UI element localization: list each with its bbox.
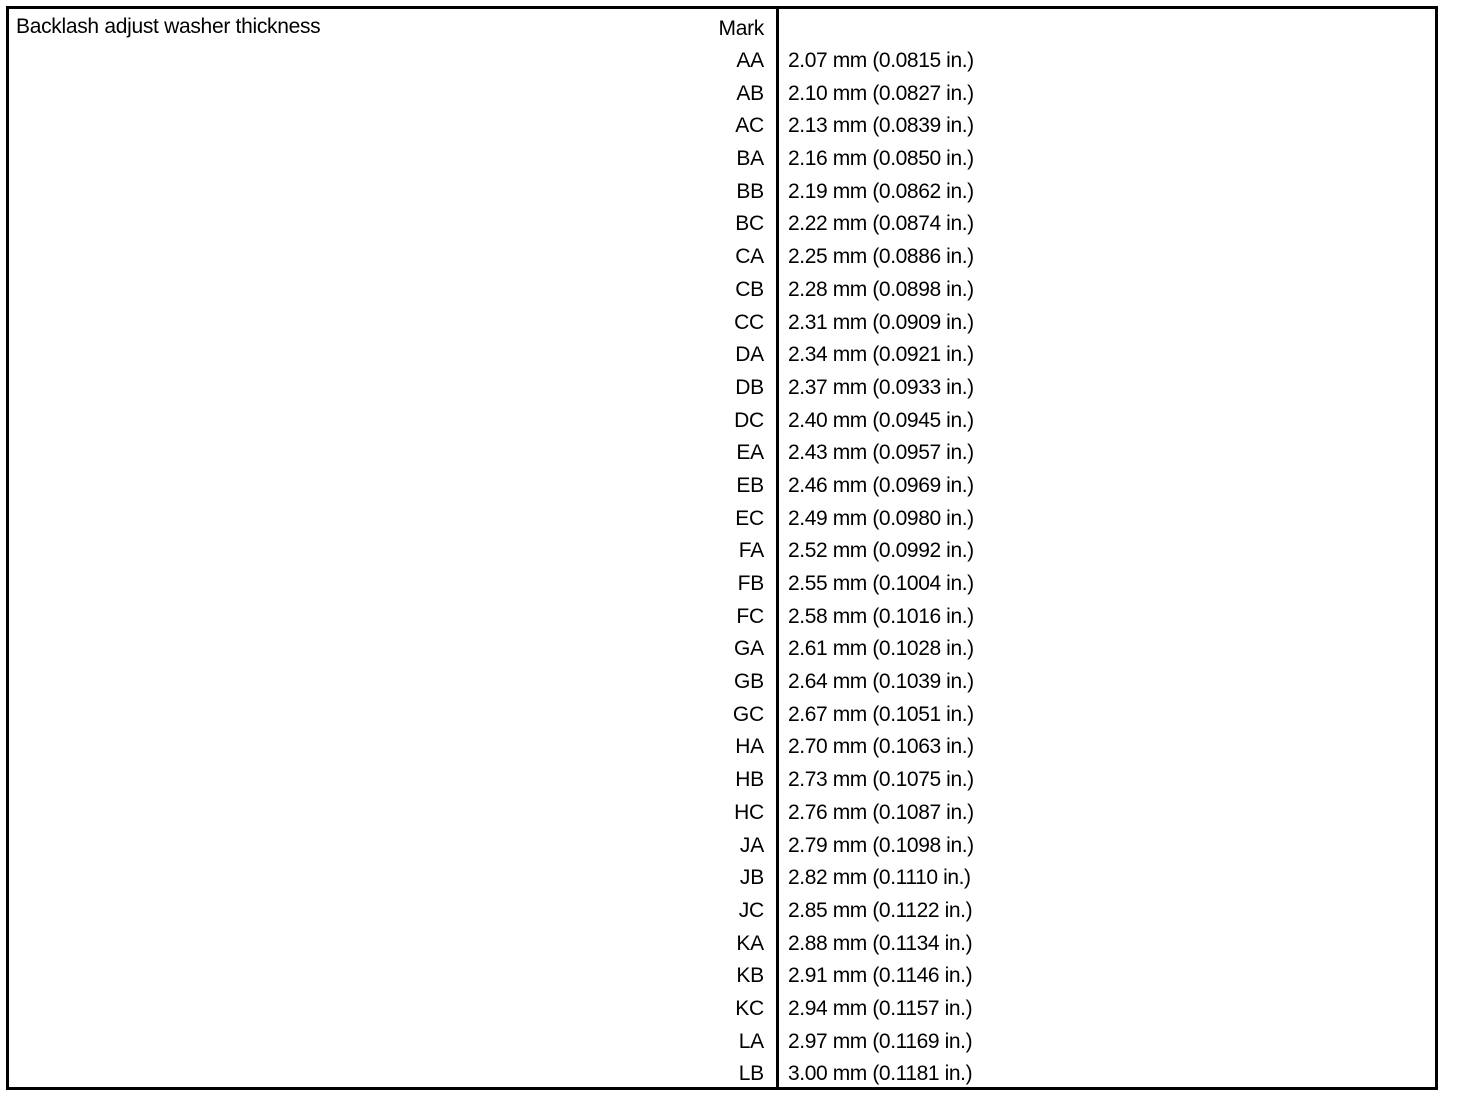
table-row — [0, 796, 1472, 829]
mark-cell: BA — [736, 147, 764, 171]
table-row — [0, 502, 1472, 535]
mark-cell: FB — [737, 572, 764, 595]
mark-cell: JB — [739, 866, 764, 890]
mark-cell: AA — [736, 49, 764, 72]
thickness-cell: 3.00 mm (0.1181 in.) — [788, 1062, 973, 1086]
mark-cell: HC — [734, 800, 764, 824]
thickness-cell: 2.13 mm (0.0839 in.) — [788, 114, 974, 138]
table-row — [0, 109, 1472, 142]
mark-cell: CA — [735, 245, 764, 269]
table-row — [0, 273, 1472, 306]
table-row — [0, 338, 1472, 371]
mark-cell: KB — [736, 964, 764, 988]
thickness-cell: 2.79 mm (0.1098 in.) — [788, 833, 974, 857]
table-row — [0, 600, 1472, 633]
thickness-cell: 2.52 mm (0.0992 in.) — [788, 539, 974, 563]
thickness-cell: 2.34 mm (0.0921 in.) — [788, 343, 974, 367]
mark-cell: BC — [735, 212, 764, 236]
table-row — [0, 763, 1472, 796]
thickness-cell: 2.22 mm (0.0874 in.) — [788, 212, 974, 236]
table-row — [0, 894, 1472, 927]
mark-cell: DC — [734, 408, 764, 432]
thickness-cell: 2.55 mm (0.1004 in.) — [788, 572, 974, 595]
thickness-cell: 2.70 mm (0.1063 in.) — [788, 735, 974, 759]
thickness-cell: 2.49 mm (0.0980 in.) — [788, 506, 974, 530]
table-row — [0, 632, 1472, 665]
table-row — [0, 567, 1472, 600]
mark-column-header: Mark — [718, 17, 764, 40]
mark-cell: FA — [738, 539, 764, 563]
mark-cell: EB — [736, 473, 764, 497]
thickness-cell: 2.88 mm (0.1134 in.) — [788, 931, 973, 955]
thickness-cell: 2.37 mm (0.0933 in.) — [788, 375, 974, 399]
table-row — [0, 142, 1472, 175]
thickness-cell: 2.10 mm (0.0827 in.) — [788, 81, 974, 105]
mark-cell: AB — [736, 81, 764, 105]
mark-cell: DB — [735, 375, 764, 399]
table-row — [0, 829, 1472, 862]
mark-cell: CC — [734, 310, 764, 334]
table-body — [0, 44, 1472, 1090]
mark-cell: GC — [732, 702, 764, 726]
mark-cell: BB — [736, 179, 764, 203]
table-row — [0, 1025, 1472, 1058]
thickness-cell: 2.07 mm (0.0815 in.) — [788, 49, 974, 72]
table-row — [0, 534, 1472, 567]
mark-cell: CB — [735, 277, 764, 301]
mark-cell: LA — [738, 1029, 764, 1053]
table-row — [0, 1057, 1472, 1090]
table-row — [0, 77, 1472, 110]
thickness-cell: 2.16 mm (0.0850 in.) — [788, 147, 974, 171]
mark-cell: LB — [738, 1062, 764, 1086]
mark-cell: JA — [739, 833, 764, 857]
table-row — [0, 861, 1472, 894]
table-row — [0, 665, 1472, 698]
mark-cell: HA — [735, 735, 764, 759]
table-title: Backlash adjust washer thickness — [16, 15, 321, 38]
thickness-cell: 2.64 mm (0.1039 in.) — [788, 670, 974, 694]
thickness-cell: 2.46 mm (0.0969 in.) — [788, 473, 974, 497]
table-row — [0, 469, 1472, 502]
mark-cell: GA — [734, 637, 764, 661]
mark-cell: JC — [738, 898, 764, 922]
thickness-cell: 2.25 mm (0.0886 in.) — [788, 245, 974, 269]
thickness-cell: 2.28 mm (0.0898 in.) — [788, 277, 974, 301]
thickness-cell: 2.40 mm (0.0945 in.) — [788, 408, 974, 432]
mark-cell: KA — [736, 931, 764, 955]
thickness-cell: 2.73 mm (0.1075 in.) — [788, 768, 974, 792]
mark-cell: FC — [736, 604, 764, 628]
mark-cell: EC — [735, 506, 764, 530]
table-row — [0, 306, 1472, 339]
table-row — [0, 175, 1472, 208]
thickness-cell: 2.97 mm (0.1169 in.) — [788, 1029, 973, 1053]
mark-cell: EA — [736, 441, 764, 465]
mark-cell: DA — [735, 343, 764, 367]
thickness-cell: 2.61 mm (0.1028 in.) — [788, 637, 974, 661]
table-row — [0, 44, 1472, 77]
thickness-cell: 2.85 mm (0.1122 in.) — [788, 898, 973, 922]
table-row — [0, 959, 1472, 992]
table-row — [0, 207, 1472, 240]
mark-cell: AC — [735, 114, 764, 138]
thickness-cell: 2.58 mm (0.1016 in.) — [788, 604, 974, 628]
mark-cell: GB — [734, 670, 764, 694]
thickness-cell: 2.19 mm (0.0862 in.) — [788, 179, 974, 203]
thickness-cell: 2.94 mm (0.1157 in.) — [788, 996, 973, 1020]
thickness-cell: 2.31 mm (0.0909 in.) — [788, 310, 974, 334]
thickness-cell: 2.67 mm (0.1051 in.) — [788, 702, 974, 726]
table-row — [0, 927, 1472, 960]
thickness-cell: 2.43 mm (0.0957 in.) — [788, 441, 974, 465]
table-row — [0, 730, 1472, 763]
thickness-cell: 2.76 mm (0.1087 in.) — [788, 800, 974, 824]
table-row — [0, 698, 1472, 731]
mark-cell: HB — [735, 768, 764, 792]
table-row — [0, 371, 1472, 404]
thickness-cell: 2.82 mm (0.1110 in.) — [788, 866, 971, 890]
table-row — [0, 240, 1472, 273]
thickness-cell: 2.91 mm (0.1146 in.) — [788, 964, 973, 988]
table-row — [0, 992, 1472, 1025]
mark-cell: KC — [735, 996, 764, 1020]
table-row — [0, 404, 1472, 437]
table-row — [0, 436, 1472, 469]
